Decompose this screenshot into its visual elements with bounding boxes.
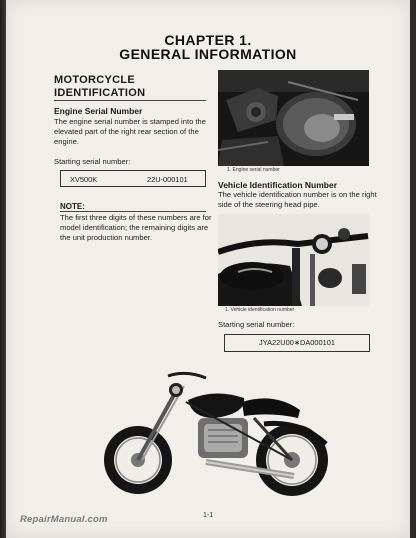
section-divider [54,100,206,101]
watermark: RepairManual.com [20,514,108,525]
vin-value: JYA22U00∗DA000101 [259,338,335,347]
engine-starting-serial-label: Starting serial number: [54,157,131,166]
vin-description-line2: side of the steering head pipe. [218,200,320,210]
section-heading-line2: IDENTIFICATION [54,87,146,99]
engine-serial-photo [218,70,369,166]
engine-description-line1: The engine serial number is stamped into the [54,117,206,126]
chapter-number: CHAPTER 1. [164,32,252,48]
note-line2: model identification; the remaining digits are [60,223,209,233]
vin-starting-serial-label: Starting serial number: [218,320,295,329]
engine-serial-heading: Engine Serial Number [54,106,143,116]
vin-heading: Vehicle Identification Number [218,180,338,190]
vin-serial-box [224,334,370,352]
engine-description-line3: engine. [54,137,79,147]
note-text [60,213,220,244]
note-line3: the unit production number. [60,233,153,243]
note-line1: The first three digits of these numbers are for [60,213,212,222]
page-number: 1-1 [203,512,214,519]
section-heading-line1: MOTORCYCLE [54,74,136,86]
manual-page [6,0,410,538]
vin-photo-graphic [218,214,369,306]
note-divider [60,211,206,212]
model-code: XV500K [70,175,98,184]
vin-description [218,190,388,210]
engine-description-line2: elevated part of the right rear section of the [54,127,199,137]
engine-serial-table [60,170,206,187]
engine-serial-description [54,117,214,148]
engine-serial-value: 22U-000101 [147,175,188,184]
note-heading: NOTE: [60,202,85,211]
section-heading [54,74,145,100]
engine-photo-graphic [218,70,369,166]
vin-photo-caption: 1. Vehicle identification number [225,307,295,313]
vin-description-line1: The vehicle identification number is on the right [218,190,377,199]
motorcycle-graphic [94,364,340,502]
motorcycle-photo [94,364,340,502]
chapter-title: GENERAL INFORMATION [119,46,297,62]
vin-photo [218,214,369,306]
engine-photo-caption: 1. Engine serial number [227,167,280,173]
